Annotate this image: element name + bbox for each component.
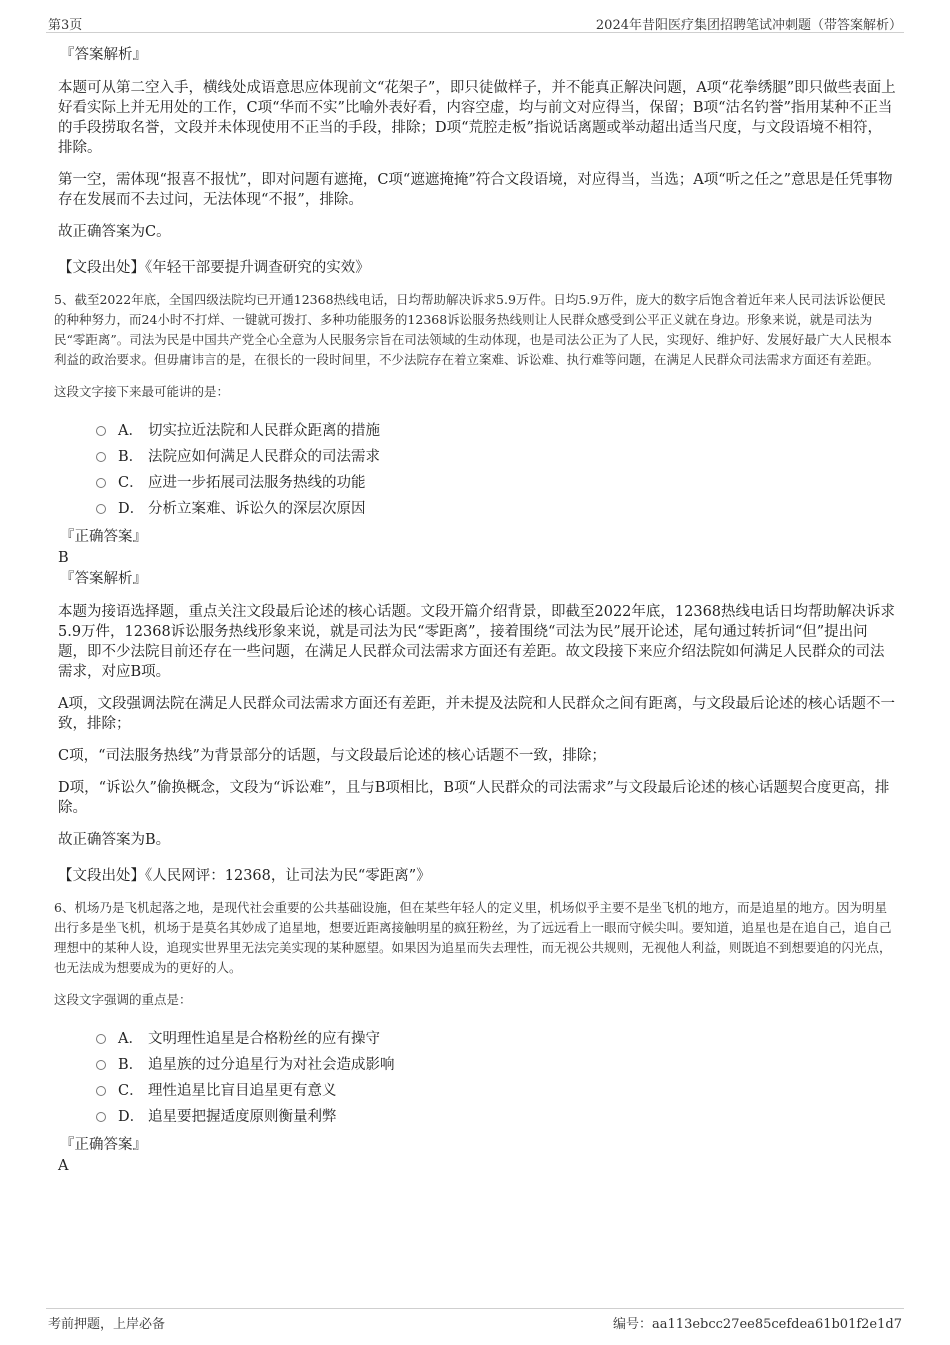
radio-icon[interactable] [96,426,106,436]
option-d[interactable]: D． 追星要把握适度原则衡量利弊 [96,1102,896,1128]
option-c[interactable]: C． 理性追星比盲目追星更有意义 [96,1076,896,1102]
radio-icon[interactable] [96,504,106,514]
option-b[interactable]: B． 法院应如何满足人民群众的司法需求 [96,442,896,468]
analysis-paragraph: 故正确答案为B。 [58,832,171,848]
correct-answer-label: 『正确答案』 [60,1137,147,1153]
page-footer [46,1308,904,1331]
radio-icon[interactable] [96,1034,106,1044]
footer-slogan: 考前押题，上岸必备 [48,1317,166,1332]
option-c[interactable]: C． 应进一步拓展司法服务热线的功能 [96,468,896,494]
page-content [56,44,896,1176]
source-citation: 【文段出处】《人民网评：12368，让司法为民“零距离”》 [58,868,431,884]
analysis-paragraph: A项，文段强调法院在满足人民群众司法需求方面还有差距，并未提及法院和人民群众之间有距离，与文段最后论述的核心话题不一致，排除； [58,696,895,732]
analysis-paragraph: D项，“诉讼久”偷换概念，文段为“诉讼难”，且与B项相比，B项“人民群众的司法需求”与文段最后论述的核心话题契合度更高，排除。 [58,780,890,816]
page-header [46,10,904,33]
analysis-paragraph: 本题可从第二空入手，横线处成语意思应体现前文“花架子”，即只徒做样子，并不能真正解决问题，A项“花拳绣腿”即只做些表面上好看实际上并无用处的工作，C项“华而不实”比喻外表好看，内容空虚，均与前文对应得当，保留；B项“沽名钓誉”指用某种不正当的手段捞取名誉，文段并未体现使用不正当的手段，排除；D项“荒腔走板”指说话离题或举动超出适当尺度，与文段语境不相符，排除。 [58,80,896,156]
analysis-paragraph: C项，“司法服务热线”为背景部分的话题，与文段最后论述的核心话题不一致，排除； [58,748,606,764]
question-prompt: 这段文字接下来最可能讲的是： [54,384,230,399]
analysis-label: 『答案解析』 [60,47,147,63]
radio-icon[interactable] [96,1060,106,1070]
question-text: 5、截至2022年底，全国四级法院均已开通12368热线电话，日均帮助解决诉求5.9万件。日均5.9万件，庞大的数字后饱含着近年来人民司法诉讼便民的种种努力，而24小时不打烊、一键就可拨打、多种功能服务的12368诉讼服务热线则让人民群众感受到公平正义就在身边。形象来说，就是司法为民“零距离”。司法为民是中国共产党全心全意为人民服务宗旨在司法领域的生动体现，也是司法公正为了人民，实现好、维护好、发展好最广大人民根本利益的政治要求。但毋庸讳言的是，在很长的一段时间里，不少法院存在着立案难、诉讼难、执行难等问题，在满足人民群众司法需求方面还有差距。 [54,292,892,367]
radio-icon[interactable] [96,478,106,488]
option-d[interactable]: D． 分析立案难、诉讼久的深层次原因 [96,494,896,520]
radio-icon[interactable] [96,1086,106,1096]
document-code: 编号：aa113ebcc27ee85cefdea61b01f2e1d7 [613,1317,902,1332]
analysis-paragraph: 本题为接语选择题，重点关注文段最后论述的核心话题。文段开篇介绍背景，即截至2022年底，12368热线电话日均帮助解决诉求5.9万件，12368诉讼服务热线形象来说，就是司法为民“零距离”，接着围绕“司法为民”展开论述，尾句通过转折词“但”提出问题，即不少法院目前还存在一些问题，在满足人民群众司法需求方面还有差距。故文段接下来应介绍法院如何满足人民群众的司法需求，对应B项。 [58,604,896,680]
document-title: 2024年昔阳医疗集团招聘笔试冲刺题（带答案解析） [595,18,902,33]
correct-answer: A [58,1158,69,1174]
question-text: 6、机场乃是飞机起落之地，是现代社会重要的公共基础设施，但在某些年轻人的定义里，机场似乎主要不是坐飞机的地方，而是追星的地方。因为明星出行多是坐飞机，机场于是莫名其妙成了追星地，想要近距离接触明星的疯狂粉丝，为了远远看上一眼而守候尖叫。要知道，追星也是在追自己，追自己理想中的某种人设，追现实世界里无法完美实现的某种愿望。如果因为追星而失去理性，而无视公共规则，无视他人利益，则既追不到想要追的闪光点，也无法成为想要成为的更好的人。 [54,900,892,975]
source-citation: 【文段出处】《年轻干部要提升调查研究的实效》 [58,260,370,276]
option-list [96,1024,896,1128]
analysis-label: 『答案解析』 [60,571,147,587]
question-prompt: 这段文字强调的重点是： [54,992,192,1007]
option-list [96,416,896,520]
option-b[interactable]: B． 追星族的过分追星行为对社会造成影响 [96,1050,896,1076]
radio-icon[interactable] [96,1112,106,1122]
correct-answer-label: 『正确答案』 [60,529,147,545]
analysis-paragraph: 故正确答案为C。 [58,224,171,240]
option-a[interactable]: A． 文明理性追星是合格粉丝的应有操守 [96,1024,896,1050]
option-a[interactable]: A． 切实拉近法院和人民群众距离的措施 [96,416,896,442]
page-number: 第3页 [48,18,83,33]
analysis-paragraph: 第一空，需体现“报喜不报忧”，即对问题有遮掩，C项“遮遮掩掩”符合文段语境，对应得当，当选；A项“听之任之”意思是任凭事物存在发展而不去过问，无法体现“不报”，排除。 [58,172,893,208]
correct-answer: B [58,550,69,566]
radio-icon[interactable] [96,452,106,462]
